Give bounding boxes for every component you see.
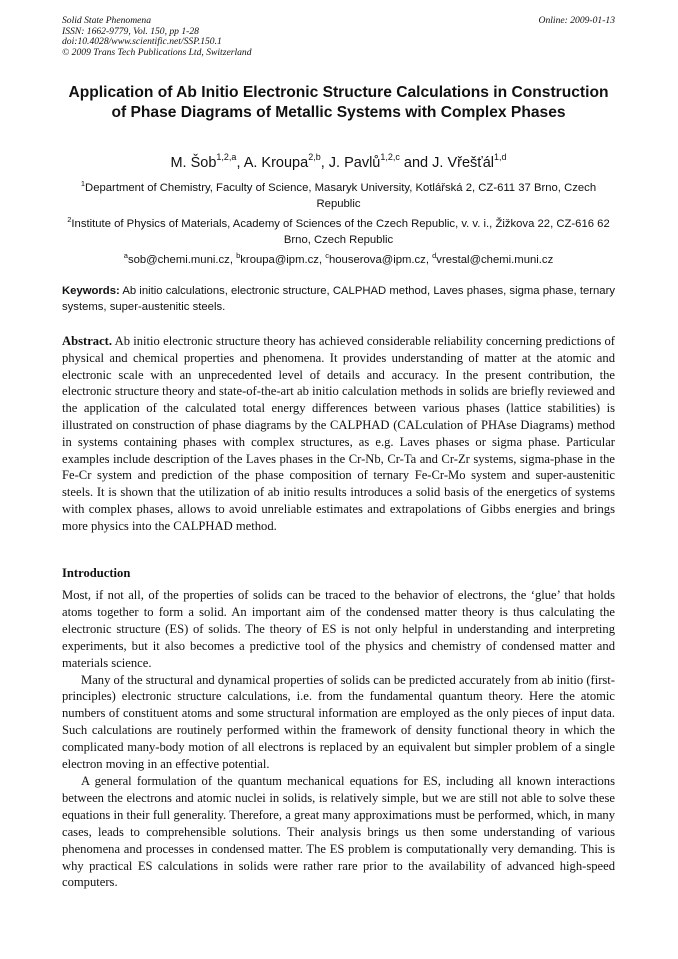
email-link[interactable]: $^a$sob@chemi.muni.cz [123, 251, 230, 266]
abstract [62, 333, 615, 535]
paper-title: Application of Ab Initio Electronic Structure Calculations in Construction of Phase Diagrams of Metallic Systems with Complex Phases [68, 84, 609, 121]
issn-line: ISSN: 1662-9779, Vol. 150, pp 1-28 [62, 25, 199, 37]
keywords-label: Keywords: [62, 285, 120, 297]
section-heading-introduction: Introduction [62, 566, 131, 580]
abstract-label: Abstract. [62, 334, 113, 348]
affiliation-1: $^1$Department of Chemistry, Faculty of Science, Masaryk University, Kotlářská 2, CZ-611 37 Brno, Czech Republic [80, 179, 597, 210]
doi-line: doi:10.4028/www.scientific.net/SSP.150.1 [62, 36, 222, 48]
keywords-text: Ab initio calculations, electronic structure, CALPHAD method, Laves phases, sigma phase, ternary systems, super-austenitic steels. [62, 285, 615, 313]
email-link[interactable]: $^d$vrestal@chemi.muni.cz [432, 251, 554, 266]
author: J. Pavlů$^{1,2,c}$ [328, 152, 400, 171]
journal-name: Solid State Phenomena [62, 15, 151, 26]
email-link[interactable]: $^c$houserova@ipm.cz [325, 251, 426, 266]
online-date: Online: 2009-01-13 [538, 15, 615, 26]
copyright-line: © 2009 Trans Tech Publications Ltd, Switzerland [62, 46, 252, 58]
author: M. Šob$^{1,2,a}$ [170, 152, 237, 171]
introduction-body [62, 587, 615, 891]
body-paragraph: Many of the structural and dynamical properties of solids can be predicted accurately from ab initio (first-principles) electronic structure calculations, i.e. from the fundamental quantum theory. Here the atomic numbers of constituent atoms and some structural information are employed as the only pieces of input data. Such calculations are routinely performed within the framework of density functional theory in which the complicated many-body motion of all electrons is replaced by an equivalent but simpler problem of a single electron moving in an effective potential. [62, 672, 615, 772]
journal-header [62, 16, 252, 58]
body-paragraph: A general formulation of the quantum mechanical equations for ES, including all known interactions between the electrons and atomic nuclei in solids, is relatively simple, but we are still not able to solve these equations in their full generality. Therefore, a great many approximations must be performed, which, in many cases, leads to comprehensible solutions. Their analysis brings us then some understanding of various phenomena and processes in condensed matter. The ES problem is computationally very demanding. This is why practical ES calculations in solids were rather rare prior to the availability of advanced high-speed computers. [62, 773, 615, 890]
email-link[interactable]: $^b$kroupa@ipm.cz [236, 251, 319, 266]
email-list: $^a$sob@chemi.muni.cz, $^b$kroupa@ipm.cz, $^c$houserova@ipm.cz, $^d$vrestal@chemi.muni.cz [123, 251, 554, 266]
author-list: M. Šob$^{1,2,a}$, A. Kroupa$^{2,b}$, J. Pavlů$^{1,2,c}$ and J. Vřešťál$^{1,d}$ [170, 152, 507, 171]
author: A. Kroupa$^{2,b}$ [243, 152, 321, 171]
affiliation-2: $^2$Institute of Physics of Materials, Academy of Sciences of the Czech Republic, v. v. i., Žižkova 22, CZ-616 62 Brno, Czech Republic [67, 215, 610, 246]
keywords [62, 283, 615, 315]
body-paragraph: Most, if not all, of the properties of solids can be traced to the behavior of electrons, the ‘glue’ that holds atoms together to form a solid. An important aim of the condensed matter theory is thus calculating the electronic structure (ES) of solids. The theory of ES is not only helpful in understanding and interpreting experiments, but it also becomes a predictive tool of the physics and chemistry of condensed matter and materials science. [62, 588, 615, 670]
author: J. Vřešťál$^{1,d}$ [432, 152, 507, 171]
abstract-text: Ab initio electronic structure theory has achieved considerable reliability concerning predictions of physical and chemical properties and phenomena. It provides understanding of matter at the atomic and electronic scale with an unprecedented level of details and accuracy. In the present contribution, the electronic structure theory and state-of-the-art ab initio calculation methods in solids are briefly reviewed and the application of the calculated total energy differences between various phases (lattice stabilities) is illustrated on construction of phase diagrams by the CALPHAD (CALculation of PHAse Diagrams) method in systems containing phases with complex structures, as e.g. Laves phases or sigma phase. Particular examples include description of the Laves phases in the Cr-Nb, Cr-Ta and Cr-Zr systems, sigma-phase in the Fe-Cr system and prediction of the phase composition of ternary Fe-Cr-Mo system and super-austenitic steels. It is shown that the utilization of ab initio results introduces a solid basis of the energetics of systems with complex phases, allows to avoid unreliable estimates and extrapolations of Gibbs energies and brings more physics into the CALPHAD method. [62, 334, 615, 533]
